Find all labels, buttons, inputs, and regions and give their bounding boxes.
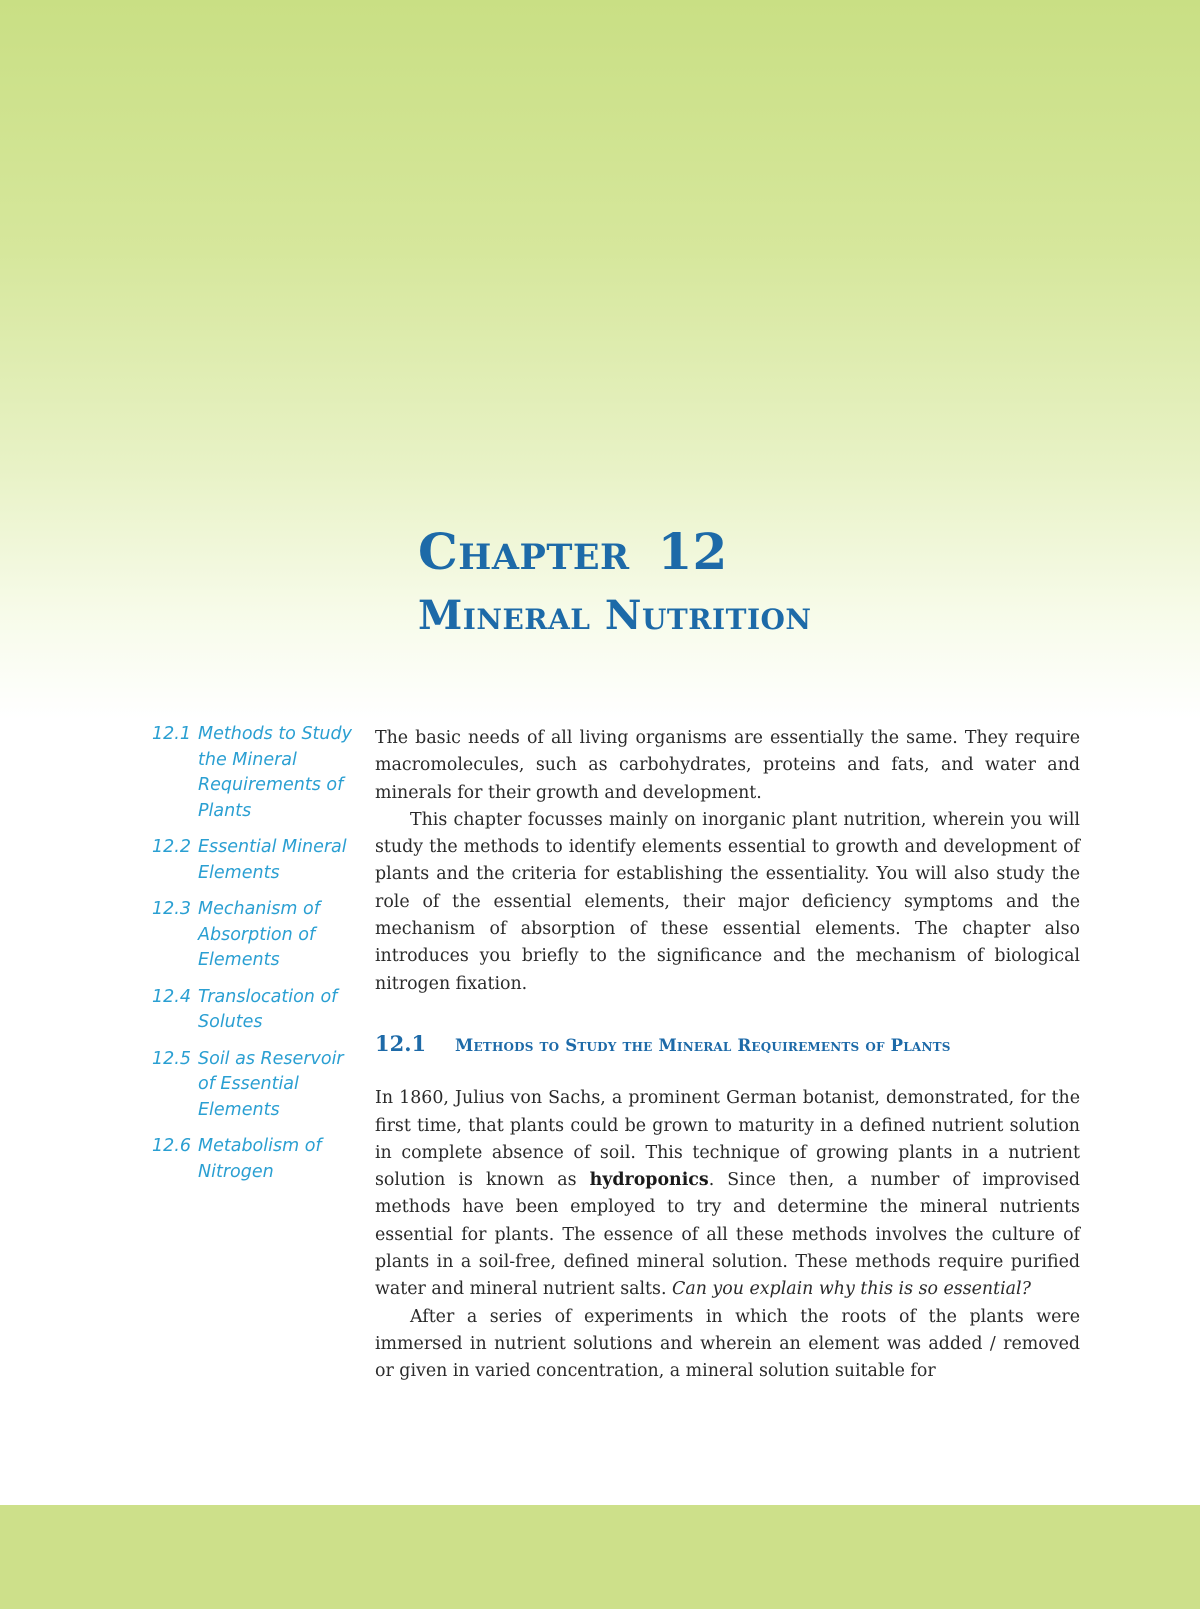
question-text: Can you explain why this is so essential?: [672, 1279, 1031, 1300]
section-title: Methods to Study the Mineral Requirements of Plants: [455, 1035, 951, 1055]
outline-number: 12.3: [152, 899, 191, 919]
footer-band: [0, 1505, 1200, 1609]
outline-item: [152, 1047, 357, 1124]
section-heading: [375, 1030, 1080, 1059]
intro-paragraph-1: The basic needs of all living organisms are essentially the same. They require macromolecules, such as carbohydrates, proteins and fats, and water and minerals for their growth and development.: [375, 728, 1080, 803]
chapter-outline: [152, 722, 357, 1196]
outline-number: 12.6: [152, 1136, 191, 1156]
chapter-heading: [418, 520, 812, 648]
outline-item: [152, 722, 357, 824]
section-paragraph-2: After a series of experiments in which the roots of the plants were immersed in nutrient solutions and wherein an element was added / removed or given in varied concentration, a mineral solution suitable for: [375, 1306, 1080, 1382]
outline-item: [152, 985, 357, 1036]
outline-number: 12.5: [152, 1048, 191, 1069]
outline-item: [152, 897, 357, 974]
outline-text: Translocation of Solutes: [198, 986, 338, 1032]
section-paragraph-1: [375, 1085, 1080, 1303]
section-number: 12.1: [375, 1030, 427, 1056]
chapter-word: Chapter: [418, 522, 630, 581]
outline-item: [152, 835, 357, 886]
chapter-label-line: [418, 520, 812, 584]
chapter-number: 12: [657, 522, 728, 581]
outline-text: Soil as Reservoir of Essential Elements: [198, 1048, 344, 1120]
chapter-title: Mineral Nutrition: [418, 592, 812, 639]
outline-text: Essential Mineral Elements: [198, 837, 347, 883]
outline-number: 12.4: [152, 986, 191, 1007]
outline-text: Metabolism of Nitrogen: [198, 1136, 322, 1182]
main-text: [375, 725, 1080, 1386]
outline-text: Methods to Study the Mineral Requirements of Plants: [198, 724, 352, 821]
outline-number: 12.2: [152, 837, 191, 857]
key-term: hydroponics: [589, 1170, 709, 1191]
intro-paragraph-2: This chapter focusses mainly on inorganic plant nutrition, wherein you will study the methods to identify elements essential to growth and development of plants and the criteria for establishing the essentiality. You will also study the role of the essential elements, their major deficiency symptoms and the mechanism of absorption of these essential elements. The chapter also introduces you briefly to the significance and the mechanism of biological nitrogen fixation.: [375, 809, 1080, 994]
outline-item: [152, 1134, 357, 1185]
paragraph-text: In 1860, Julius von Sachs, a prominent German botanist, demonstrated, for the first time, that plants could be grown to maturity in a defined nutrient solution in complete absence of soil. This technique of growing plants in a nutrient solution is known as: [375, 1088, 1080, 1191]
outline-text: Mechanism of Absorption of Elements: [198, 899, 320, 970]
paragraph-text: . Since then, a number of improvised methods have been employed to try and determine the mineral nutrients essential for plants. The essence of all these methods involves the culture of plants in a soil-free, defined mineral solution. These methods require purified water and mineral nutrient salts.: [375, 1170, 1080, 1300]
outline-number: 12.1: [152, 724, 191, 744]
